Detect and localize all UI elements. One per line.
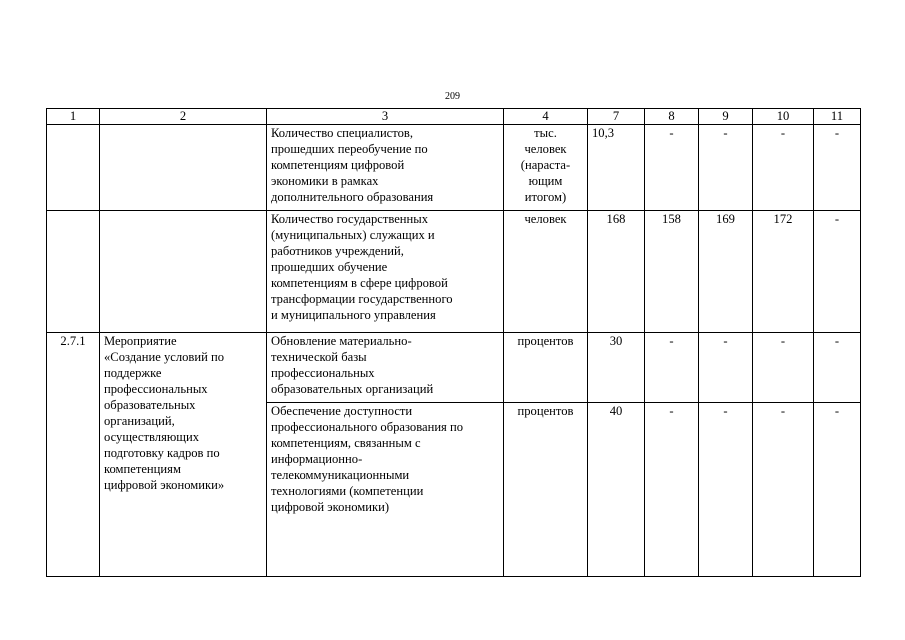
value-cell-7: 30 <box>588 333 645 403</box>
value-cell-7: 10,3 <box>588 125 645 211</box>
header-cell-4: 4 <box>504 109 588 125</box>
value-cell-8: - <box>645 333 699 403</box>
page-number: 209 <box>445 91 460 102</box>
unit-cell: человек <box>504 211 588 333</box>
value-cell-9: - <box>699 403 753 577</box>
activity-cell <box>100 211 267 333</box>
value-cell-11: - <box>814 125 861 211</box>
indicator-cell: Обновление материально- технической базы профессиональных образовательных организаций <box>267 333 504 403</box>
header-cell-2: 2 <box>100 109 267 125</box>
value-cell-9: - <box>699 125 753 211</box>
header-cell-11: 11 <box>814 109 861 125</box>
unit-cell: тыс. человек (нараста- ющим итогом) <box>504 125 588 211</box>
unit-cell: процентов <box>504 403 588 577</box>
indicators-table <box>46 108 861 577</box>
row-number-cell <box>47 211 100 333</box>
value-cell-10: - <box>753 125 814 211</box>
value-cell-8: - <box>645 403 699 577</box>
value-cell-7: 168 <box>588 211 645 333</box>
table-header-row <box>47 109 861 125</box>
indicator-cell: Количество специалистов, прошедших переобучение по компетенциям цифровой экономики в рамках дополнительного образования <box>267 125 504 211</box>
table-row <box>47 333 861 403</box>
value-cell-7: 40 <box>588 403 645 577</box>
header-cell-3: 3 <box>267 109 504 125</box>
value-cell-8: - <box>645 125 699 211</box>
table-row <box>47 211 861 333</box>
value-cell-11: - <box>814 403 861 577</box>
value-cell-11: - <box>814 333 861 403</box>
value-cell-10: 172 <box>753 211 814 333</box>
value-cell-10: - <box>753 403 814 577</box>
row-number-cell <box>47 125 100 211</box>
header-cell-1: 1 <box>47 109 100 125</box>
table-row <box>47 125 861 211</box>
header-cell-7: 7 <box>588 109 645 125</box>
activity-cell: Мероприятие «Создание условий по поддержке профессиональных образовательных организаций, осуществляющих подготовку кадров по компетенциям цифровой экономики» <box>100 333 267 577</box>
indicator-cell: Обеспечение доступности профессионального образования по компетенциям, связанным с информационно- телекоммуникационными технологиями (компетенции цифровой экономики) <box>267 403 504 577</box>
row-number-cell: 2.7.1 <box>47 333 100 577</box>
value-cell-9: - <box>699 333 753 403</box>
value-cell-8: 158 <box>645 211 699 333</box>
activity-cell <box>100 125 267 211</box>
value-cell-9: 169 <box>699 211 753 333</box>
unit-cell: процентов <box>504 333 588 403</box>
header-cell-10: 10 <box>753 109 814 125</box>
header-cell-8: 8 <box>645 109 699 125</box>
value-cell-10: - <box>753 333 814 403</box>
value-cell-11: - <box>814 211 861 333</box>
indicator-cell: Количество государственных (муниципальных) служащих и работников учреждений, прошедших обучение компетенциям в сфере цифровой трансформации государственного и муниципального управления <box>267 211 504 333</box>
header-cell-9: 9 <box>699 109 753 125</box>
